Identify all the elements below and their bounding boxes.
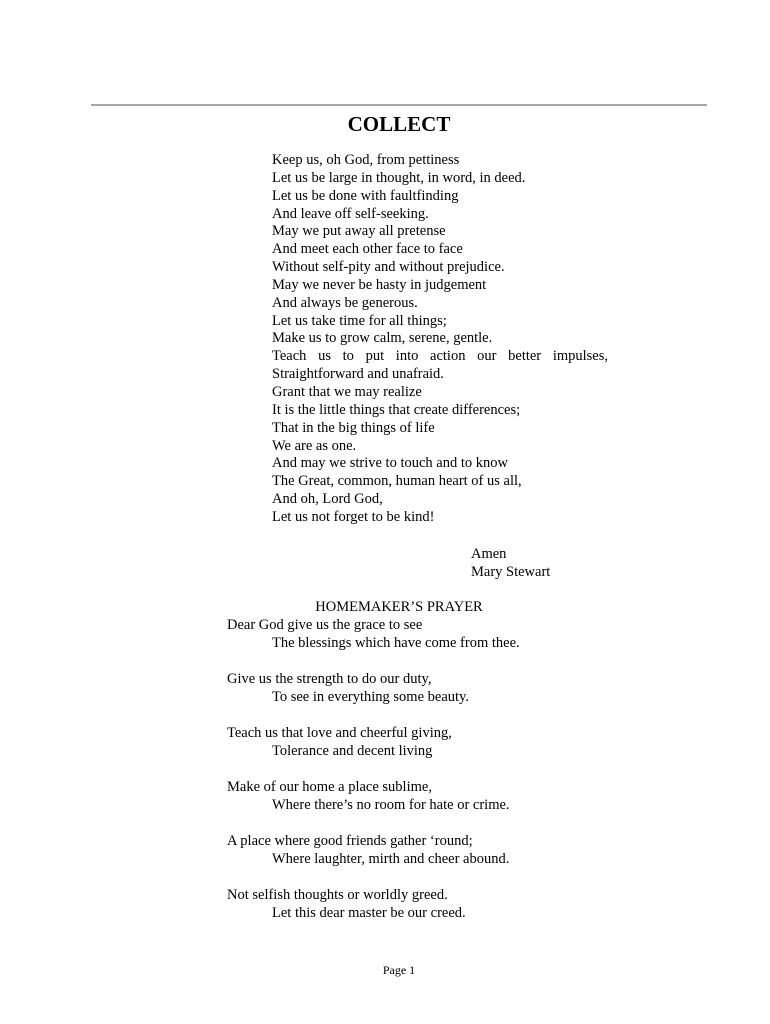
- stanza-line-indented: The blessings which have come from thee.: [272, 635, 520, 651]
- prayer-stanza: [227, 616, 687, 652]
- poem-line: And meet each other face to face: [272, 241, 463, 258]
- poem-line: Without self-pity and without prejudice.: [272, 259, 505, 276]
- stanza-line: Not selfish thoughts or worldly greed.: [227, 887, 448, 903]
- poem-line: Grant that we may realize: [272, 383, 422, 400]
- poem-line: Let us take time for all things;: [272, 312, 447, 329]
- amen-text: Amen: [471, 546, 507, 562]
- stanza-line: Make of our home a place sublime,: [227, 779, 432, 795]
- collect-signature: [471, 545, 550, 581]
- stanza-line-indented: Where laughter, mirth and cheer abound.: [272, 851, 510, 867]
- collect-title: COLLECT: [347, 112, 451, 136]
- prayer-stanza: [227, 886, 687, 922]
- poem-line: Straightforward and unafraid.: [272, 366, 444, 383]
- poem-line: It is the little things that create differences;: [272, 401, 521, 418]
- poem-line: May we put away all pretense: [272, 223, 446, 240]
- stanza-line: A place where good friends gather ‘round;: [227, 833, 473, 849]
- header-rule: [91, 104, 707, 106]
- poem-line: And leave off self-seeking.: [272, 205, 429, 222]
- stanza-line: Teach us that love and cheerful giving,: [227, 725, 452, 741]
- poem-line: And oh, Lord God,: [272, 491, 383, 508]
- poem-line: Make us to grow calm, serene, gentle.: [272, 330, 493, 347]
- poem-line: Teach us to put into action our better impulses,: [272, 348, 608, 365]
- page-number: Page 1: [382, 963, 416, 977]
- homemakers-prayer: [227, 616, 687, 940]
- poem-line: We are as one.: [272, 437, 357, 454]
- stanza-line-indented: Where there’s no room for hate or crime.: [272, 797, 510, 813]
- prayer-stanza: [227, 778, 687, 814]
- poem-line: Let us be large in thought, in word, in deed.: [272, 169, 526, 186]
- prayer-stanza: [227, 724, 687, 760]
- stanza-line-indented: To see in everything some beauty.: [272, 689, 469, 705]
- poem-line: The Great, common, human heart of us all,: [272, 473, 522, 490]
- poem-line: May we never be hasty in judgement: [272, 276, 487, 293]
- poem-line: Let us not forget to be kind!: [272, 508, 435, 525]
- stanza-line: Give us the strength to do our duty,: [227, 671, 432, 687]
- poem-line: Keep us, oh God, from pettiness: [272, 152, 460, 168]
- poem-line: And always be generous.: [272, 294, 418, 311]
- stanza-line-indented: Tolerance and decent living: [272, 743, 433, 759]
- author-name: Mary Stewart: [471, 564, 551, 580]
- poem-line: Let us be done with faultfinding: [272, 187, 459, 204]
- prayer-title: HOMEMAKER’S PRAYER: [315, 599, 483, 615]
- prayer-stanza: [227, 670, 687, 706]
- prayer-stanza: [227, 832, 687, 868]
- stanza-line: Dear God give us the grace to see: [227, 617, 423, 633]
- poem-line: And may we strive to touch and to know: [272, 455, 508, 472]
- stanza-line-indented: Let this dear master be our creed.: [272, 905, 466, 921]
- collect-poem: [272, 152, 608, 527]
- poem-line: That in the big things of life: [272, 419, 435, 436]
